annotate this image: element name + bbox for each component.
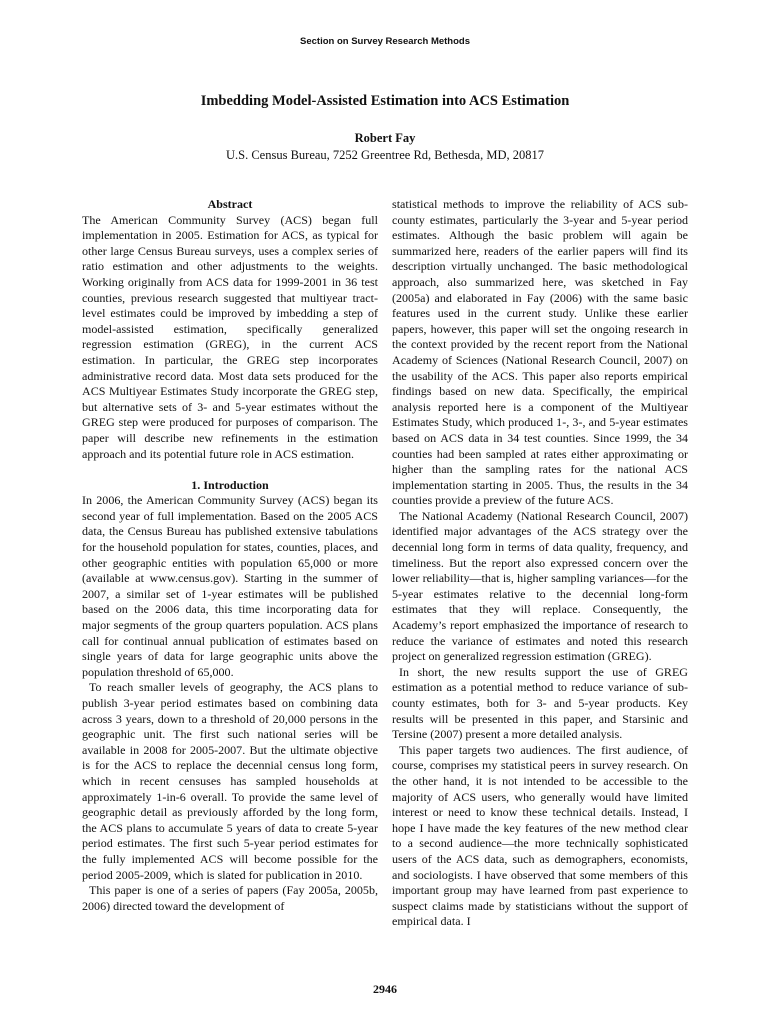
paper-title: Imbedding Model-Assisted Estimation into ACS Estimation <box>200 93 570 109</box>
intro-paragraph-2: To reach smaller levels of geography, the ACS plans to publish 3-year period estimates based on combining data across 3 years, down to a threshold of 20,000 persons in the geographic unit. The first such national series will be available in 2008 for 2005-2007. But the ultimate objective is for the ACS to replace the decennial census long form, which in recent censuses has sampled households at approximately 1-in-6 overall. To provide the same level of geographic detail as previously afforded by the long form, the ACS plans to accumulate 5 years of data to create 5-year period estimates. The first such 5-year period estimates for the fully implemented ACS will become possible for the period 2005-2009, which is slated for publication in 2010. <box>82 680 378 882</box>
intro-paragraph-1: In 2006, the American Community Survey (ACS) began its second year of full implementation. Based on the 2005 ACS data, the Census Bureau has published extensive tabulations for the household population for states, counties, places, and other geographic entities with population 65,000 or more (available at www.census.gov). Starting in the summer of 2007, a similar set of 1-year estimates will be published based on the 2006 data, this time incorporating data for major segments of the group quarters population. ACS plans call for continual annual publication of estimates based on single years of data for large geographic units above the population threshold of 65,000. <box>82 493 378 679</box>
abstract-text: The American Community Survey (ACS) began full implementation in 2005. Estimation for ACS, as typical for other large Census Bureau surveys, uses a complex series of ratio estimation and other adjustments to the weights. Working originally from ACS data for 1999-2001 in 36 test counties, previous research suggested that multiyear tract-level estimates could be improved by imbedding a step of model-assisted estimation, specifically generalized regression estimation (GREG), in the current ACS estimation. In particular, the GREG step incorporates administrative record data. Most data sets produced for the ACS Multiyear Estimates Study incorporate the GREG step, but alternative sets of 3- and 5-year estimates without the GREG step were produced for purposes of comparison. The paper will describe new refinements in the estimation approach and its potential future role in ACS estimation. <box>82 212 378 461</box>
intro-paragraph-6: This paper targets two audiences. The first audience, of course, comprises my statistical peers in survey research. On the other hand, it is not intended to be accessible to the majority of ACS users, who generally would have limited interest or need to know these technical details. Instead, I hope I have made the key features of the new method clear to a second audience—the more technically sophisticated users of the ACS data, such as demographers, economists, and sociologists. I have observed that some members of this important group may have learned from past experience to suspect claims made by statisticians without the support of empirical data. I <box>392 742 688 929</box>
abstract-heading: Abstract <box>207 197 253 211</box>
spacer <box>82 462 378 478</box>
intro-paragraph-4: The National Academy (National Research Council, 2007) identified major advantages of the ACS strategy over the decennial long form in terms of data quality, frequency, and timeliness. But the report also expressed concern over the lower reliability—that is, higher sampling variances—for the 5-year estimates relative to the decennial long-form estimates that they will replace. Consequently, the Academy’s report emphasized the importance of research to reduce the variance of estimates and noted this research project on generalized regression estimation (GREG). <box>392 508 688 664</box>
intro-paragraph-5: In short, the new results support the use of GREG estimation as a potential method to reduce variance of sub-county estimates, both for 3- and 5-year products. Key results will be presented in this paper, and Starsinic and Tersine (2007) present a more detailed analysis. <box>392 664 688 742</box>
author-affiliation: U.S. Census Bureau, 7252 Greentree Rd, Bethesda, MD, 20817 <box>225 148 544 162</box>
intro-paragraph-3-continued: statistical methods to improve the reliability of ACS sub-county estimates, particularly the 3-year and 5-year period estimates. Although the basic problem will again be summarized here, readers of the earlier papers will find its description virtually unchanged. The basic methodological approach, also summarized here, was sketched in Fay (2005a) and elaborated in Fay (2006) with the same basic features used in the current study. Unlike these earlier papers, however, this paper will set the ongoing research in the context provided by the recent report from the National Academy of Sciences (National Research Council, 2007) on the usability of the ACS. This paper also reports empirical findings based on new data. Specifically, the empirical analysis reported here is a component of the Multiyear Estimates Study, which produced 1-, 3-, and 5-year estimates based on ACS data in 34 test counties. Since 1999, the 34 counties had been sampled at rates either approximating or higher than the sampling rates for the national ACS implementation starting in 2005. Thus, the results in the 34 counties provide a preview of the future ACS. <box>392 197 688 508</box>
right-column <box>392 197 688 930</box>
page-number: 2946 <box>373 982 397 996</box>
left-column <box>82 197 378 914</box>
intro-paragraph-3-start: This paper is one of a series of papers (Fay 2005a, 2005b, 2006) directed toward the development of <box>82 883 378 913</box>
running-header: Section on Survey Research Methods <box>300 36 470 47</box>
introduction-heading: 1. Introduction <box>191 477 269 492</box>
author-name: Robert Fay <box>354 131 416 145</box>
